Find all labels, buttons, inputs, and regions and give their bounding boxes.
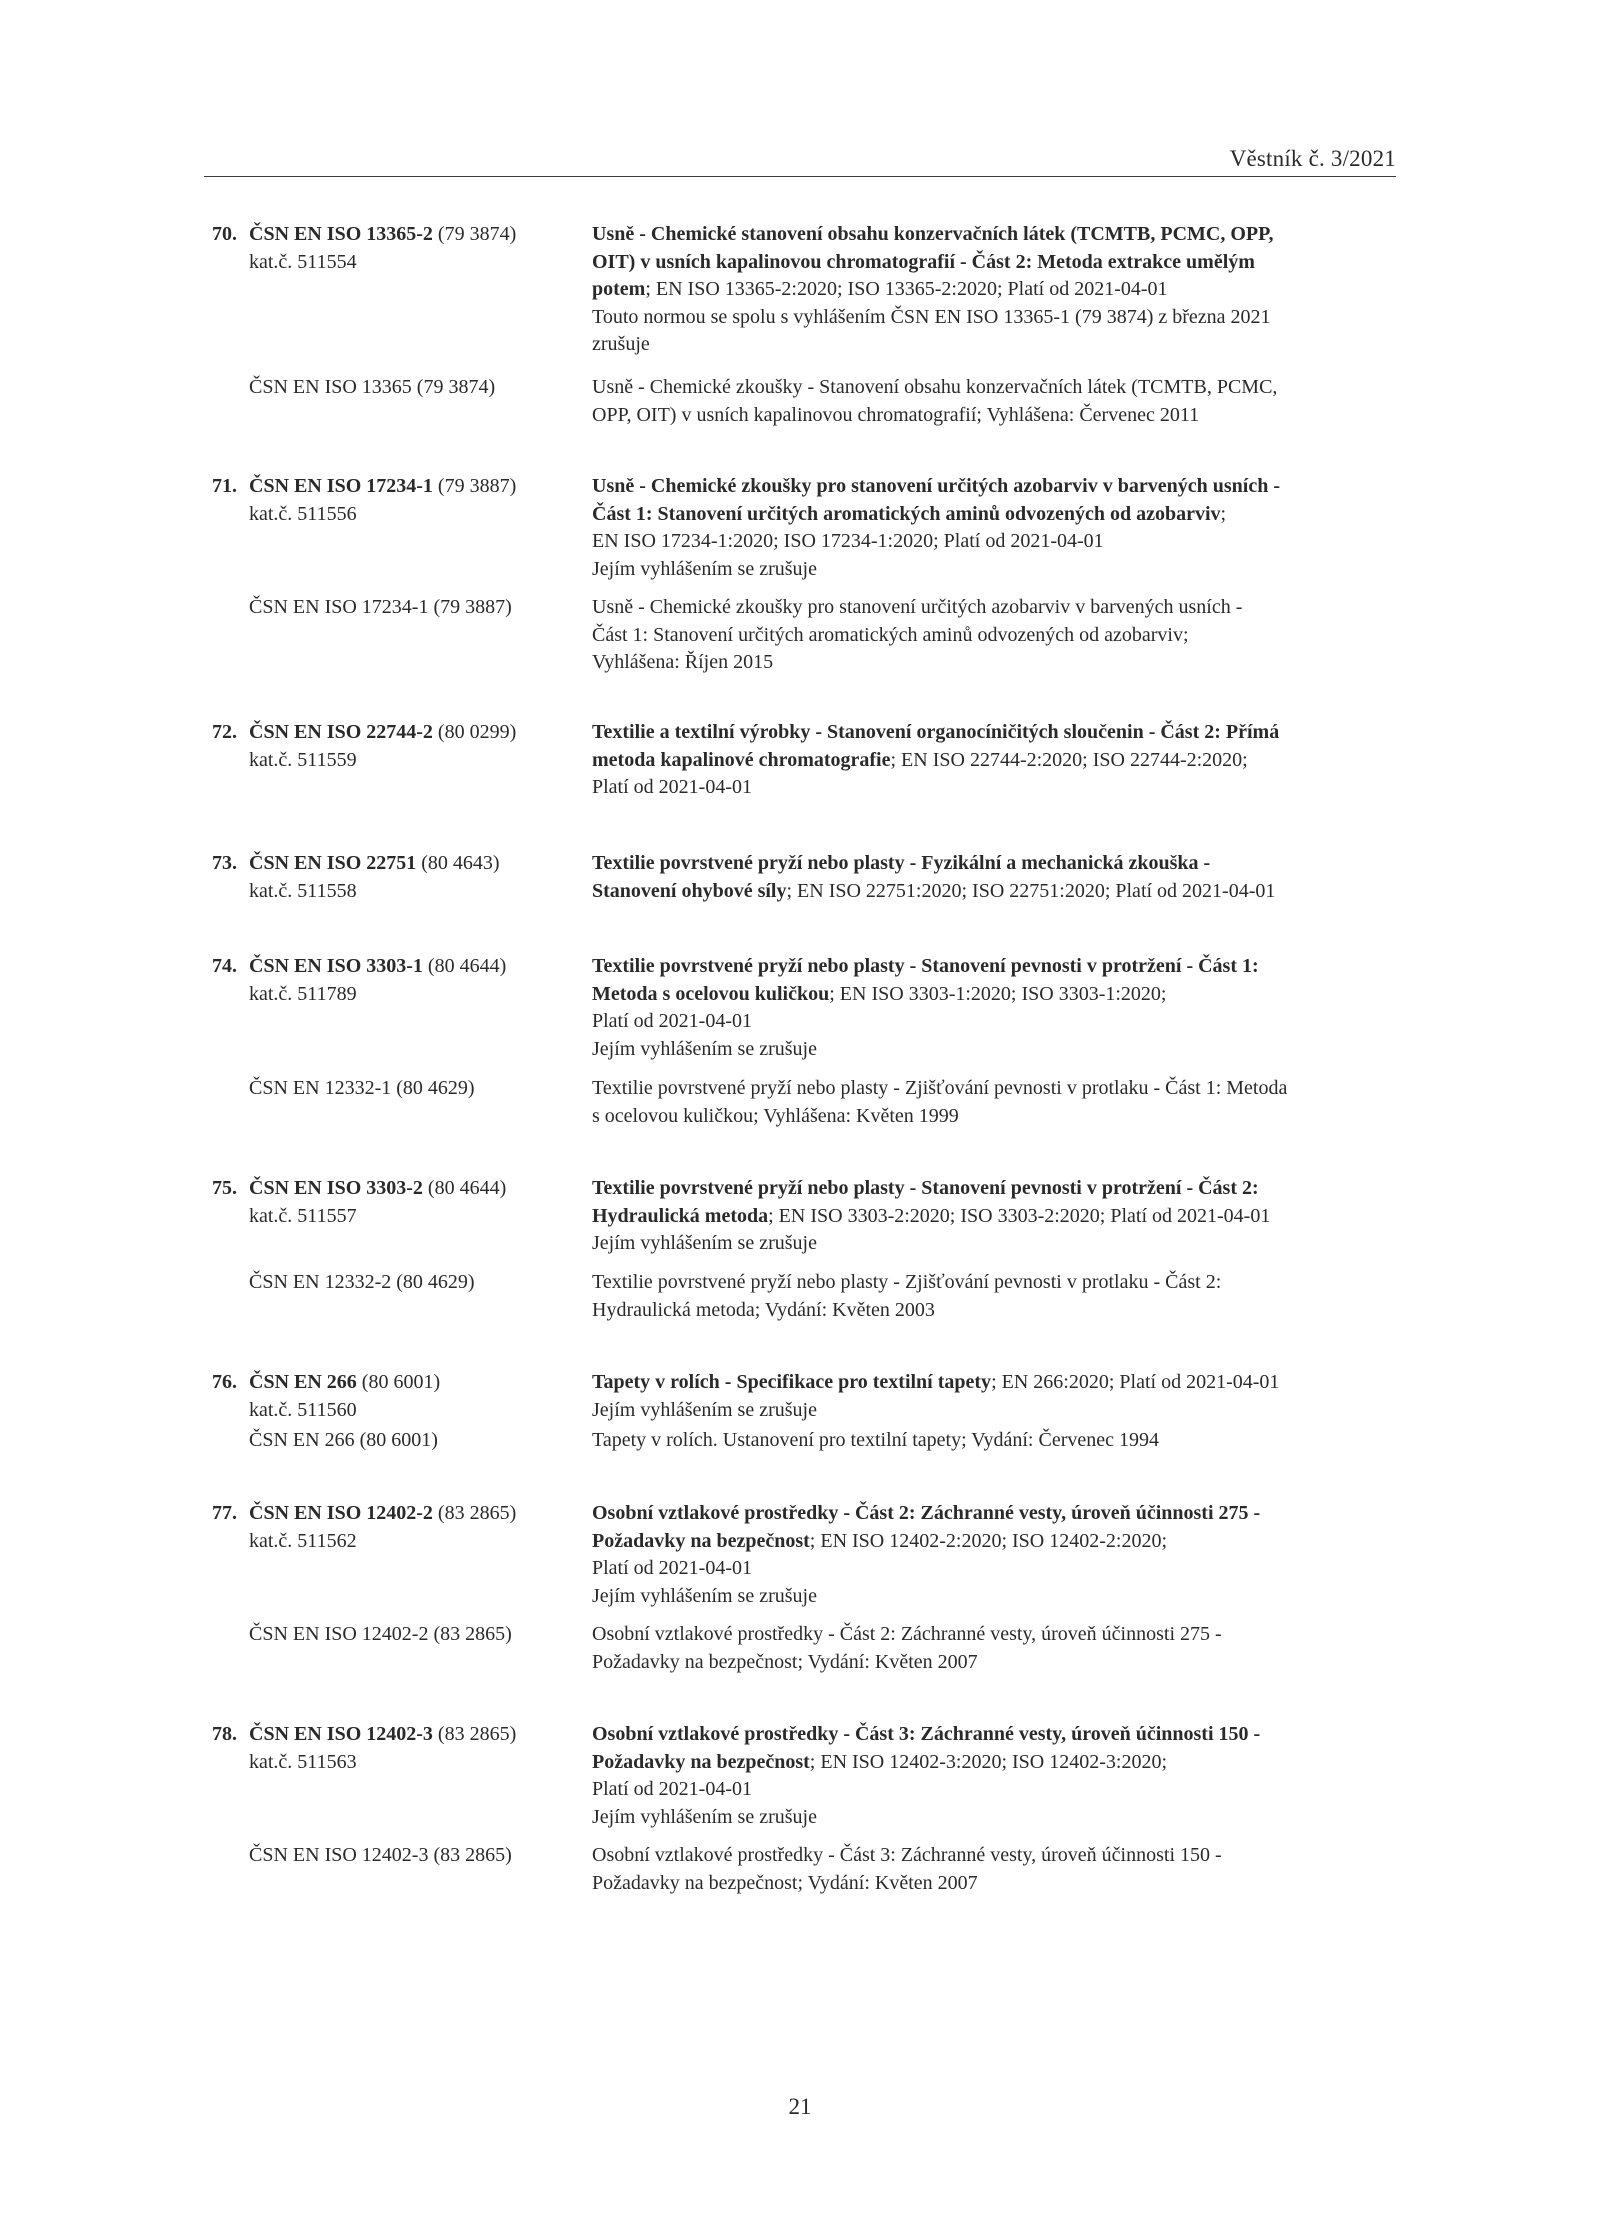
description-line (592, 1008, 1412, 1036)
bulletin-title: Věstník č. 3/2021 (1229, 146, 1396, 171)
description-line (592, 1749, 1412, 1777)
replaced-description-line: Požadavky na bezpečnost; Vydání: Květen 2007 (592, 1650, 978, 1673)
entry-number: 77. (212, 1502, 237, 1524)
standard-code-line (212, 850, 572, 878)
standard-details: Jejím vyhlášením se zrušuje (592, 1398, 817, 1421)
catalog-number: kat.č. 511562 (249, 1529, 357, 1552)
description-line (592, 747, 1412, 775)
standard-description (592, 719, 1412, 802)
standard-title: Hydraulická metoda (592, 1204, 769, 1227)
description-line (592, 304, 1412, 332)
standard-details: ; EN ISO 3303-2:2020; ISO 3303-2:2020; Platí od 2021-04-01 (768, 1204, 1271, 1227)
classification-number: (83 2865) (432, 1723, 517, 1745)
description-line (592, 1369, 1412, 1397)
standard-code: ČSN EN ISO 13365-2 (249, 223, 433, 245)
entry-number: 71. (212, 475, 237, 497)
standard-description (592, 953, 1412, 1063)
standard-details: ; EN ISO 22751:2020; ISO 22751:2020; Platí od 2021-04-01 (786, 879, 1276, 902)
standard-description (592, 473, 1412, 583)
standard-details: ; EN 266:2020; Platí od 2021-04-01 (991, 1371, 1280, 1393)
catalog-number: kat.č. 511556 (249, 502, 357, 525)
standard-details: ; EN ISO 13365-2:2020; ISO 13365-2:2020; Platí od 2021-04-01 (645, 278, 1168, 300)
replaced-code: ČSN EN 12332-1 (80 4629) (249, 1077, 475, 1099)
standard-code: ČSN EN ISO 22751 (249, 852, 417, 874)
replaced-description (592, 1427, 1412, 1455)
standard-description (592, 1500, 1412, 1610)
classification-number: (83 2865) (432, 1502, 517, 1524)
standard-identifier (212, 719, 572, 774)
standard-code-line (212, 1500, 572, 1528)
description-line (592, 1397, 1412, 1425)
standard-title: Osobní vztlakové prostředky - Část 2: Záchranné vesty, úroveň účinnosti 275 - (592, 1502, 1261, 1524)
replaced-code: ČSN EN ISO 17234-1 (79 3887) (249, 596, 512, 618)
standard-identifier (212, 1500, 572, 1555)
standard-title: Tapety v rolích - Specifikace pro textilní tapety (592, 1371, 992, 1393)
description-line (592, 1804, 1412, 1832)
classification-number: (80 0299) (432, 721, 517, 743)
replaced-description-line: Textilie povrstvené pryží nebo plasty - Zjišťování pevnosti v protlaku - Část 1: Metoda (592, 1077, 1288, 1099)
description-line (592, 719, 1412, 747)
standard-details: Jejím vyhlášením se zrušuje (592, 1037, 817, 1060)
standard-details: Platí od 2021-04-01 (592, 1557, 752, 1579)
description-line (592, 528, 1412, 556)
replaced-description-line: Část 1: Stanovení určitých aromatických aminů odvozených od azobarviv; (592, 623, 1189, 646)
replaced-description-line: Osobní vztlakové prostředky - Část 3: Záchranné vesty, úroveň účinnosti 150 - (592, 1844, 1222, 1866)
replaced-code: ČSN EN ISO 13365 (79 3874) (249, 376, 496, 398)
standard-description (592, 221, 1412, 359)
catalog-number: kat.č. 511557 (249, 1204, 357, 1227)
standard-details: ; (1220, 502, 1227, 525)
standard-code-line (212, 953, 572, 981)
replaced-description-line: Osobní vztlakové prostředky - Část 2: Záchranné vesty, úroveň účinnosti 275 - (592, 1623, 1222, 1645)
standard-details: ; EN ISO 12402-3:2020; ISO 12402-3:2020; (809, 1750, 1168, 1773)
standard-code: ČSN EN ISO 12402-2 (249, 1502, 433, 1524)
standard-code: ČSN EN ISO 12402-3 (249, 1723, 433, 1745)
replaced-description-line: Usně - Chemické zkoušky pro stanovení určitých azobarviv v barvených usních - (592, 596, 1243, 618)
standard-details: ; EN ISO 22744-2:2020; ISO 22744-2:2020; (890, 748, 1248, 771)
replaced-description (592, 1075, 1412, 1130)
standard-details: Jejím vyhlášením se zrušuje (592, 1232, 817, 1254)
replaced-identifier (212, 594, 572, 622)
standard-details: zrušuje (592, 333, 650, 355)
standard-code: ČSN EN ISO 22744-2 (249, 721, 433, 743)
description-line (592, 850, 1412, 878)
replaced-identifier (212, 1842, 572, 1870)
entry-number: 78. (212, 1723, 237, 1745)
standard-details: Touto normou se spolu s vyhlášením ČSN EN ISO 13365-1 (79 3874) z března 2021 (592, 305, 1271, 328)
entry-number: 73. (212, 852, 237, 874)
description-line (592, 953, 1412, 981)
standard-title: Požadavky na bezpečnost (592, 1529, 810, 1552)
replaced-description-line: Usně - Chemické zkoušky - Stanovení obsahu konzervačních látek (TCMTB, PCMC, (592, 376, 1278, 398)
description-line (592, 331, 1412, 359)
standard-details: Platí od 2021-04-01 (592, 1010, 752, 1032)
description-line (592, 981, 1412, 1009)
standard-code-line (212, 473, 572, 501)
replaced-description-line: Vyhlášena: Říjen 2015 (592, 651, 774, 673)
replaced-code: ČSN EN ISO 12402-2 (83 2865) (249, 1623, 512, 1645)
replaced-identifier (212, 1075, 572, 1103)
replaced-identifier (212, 374, 572, 402)
description-line (592, 556, 1412, 584)
classification-number: (79 3874) (432, 223, 517, 245)
standard-code: ČSN EN ISO 3303-1 (249, 955, 423, 977)
standard-details: ; EN ISO 12402-2:2020; ISO 12402-2:2020; (809, 1529, 1168, 1552)
replaced-description-line: Požadavky na bezpečnost; Vydání: Květen 2007 (592, 1871, 978, 1894)
standard-title: Textilie povrstvené pryží nebo plasty - Stanovení pevnosti v protržení - Část 2: (592, 1177, 1259, 1199)
catalog-number: kat.č. 511789 (249, 982, 357, 1005)
standard-code: ČSN EN 266 (249, 1371, 357, 1393)
standard-title: Stanovení ohybové síly (592, 879, 787, 902)
standard-identifier (212, 953, 572, 1008)
catalog-number: kat.č. 511559 (249, 748, 357, 771)
description-line (592, 473, 1412, 501)
catalog-number: kat.č. 511560 (249, 1398, 357, 1421)
standard-code-line (212, 1175, 572, 1203)
description-line (592, 1230, 1412, 1258)
description-line (592, 501, 1412, 529)
replaced-code: ČSN EN ISO 12402-3 (83 2865) (249, 1844, 512, 1866)
standard-details: Jejím vyhlášením se zrušuje (592, 1584, 817, 1607)
standard-identifier (212, 850, 572, 905)
standard-identifier (212, 221, 572, 276)
replaced-description-line: Hydraulická metoda; Vydání: Květen 2003 (592, 1298, 935, 1321)
description-line (592, 774, 1412, 802)
replaced-code: ČSN EN 12332-2 (80 4629) (249, 1271, 475, 1293)
standard-title: metoda kapalinové chromatografie (592, 748, 891, 771)
standard-description (592, 1721, 1412, 1831)
entry-number: 72. (212, 721, 237, 743)
replaced-identifier (212, 1427, 572, 1455)
catalog-number: kat.č. 511558 (249, 879, 357, 902)
description-line (592, 1203, 1412, 1231)
standard-title: Metoda s ocelovou kuličkou (592, 982, 830, 1005)
standard-code: ČSN EN ISO 17234-1 (249, 475, 433, 497)
standard-details: Platí od 2021-04-01 (592, 776, 752, 798)
replaced-description-line: Tapety v rolích. Ustanovení pro textilní tapety; Vydání: Červenec 1994 (592, 1429, 1159, 1451)
description-line (592, 1721, 1412, 1749)
standard-code-line (212, 1721, 572, 1749)
standard-description (592, 850, 1412, 905)
standard-identifier (212, 473, 572, 528)
catalog-number: kat.č. 511554 (249, 250, 357, 273)
standard-details: ; EN ISO 3303-1:2020; ISO 3303-1:2020; (829, 982, 1167, 1005)
entry-number: 74. (212, 955, 237, 977)
standard-code-line (212, 1369, 572, 1397)
replaced-description (592, 374, 1412, 429)
description-line (592, 878, 1412, 906)
header-divider (204, 176, 1396, 177)
standard-details: EN ISO 17234-1:2020; ISO 17234-1:2020; Platí od 2021-04-01 (592, 530, 1104, 552)
page-number: 21 (788, 2094, 812, 2119)
standard-details: Jejím vyhlášením se zrušuje (592, 557, 817, 580)
entry-number: 76. (212, 1371, 237, 1393)
replaced-description (592, 1269, 1412, 1324)
entry-number: 70. (212, 223, 237, 245)
replaced-identifier (212, 1621, 572, 1649)
standard-title: Požadavky na bezpečnost (592, 1750, 810, 1773)
standard-details: Platí od 2021-04-01 (592, 1778, 752, 1800)
standard-title: Část 1: Stanovení určitých aromatických aminů odvozených od azobarviv (592, 502, 1221, 525)
description-line (592, 276, 1412, 304)
standard-code-line (212, 719, 572, 747)
standard-title: Textilie povrstvené pryží nebo plasty - Fyzikální a mechanická zkouška - (592, 852, 1211, 874)
standard-title: Textilie a textilní výrobky - Stanovení organocíničitých sloučenin - Část 2: Přímá (592, 721, 1280, 743)
standard-description (592, 1175, 1412, 1258)
standard-identifier (212, 1369, 572, 1424)
description-line (592, 1500, 1412, 1528)
standard-title: potem (592, 278, 646, 300)
classification-number: (80 4643) (416, 852, 500, 874)
replaced-description-line: s ocelovou kuličkou; Vyhlášena: Květen 1999 (592, 1104, 959, 1127)
replaced-description-line: OPP, OIT) v usních kapalinovou chromatografií; Vyhlášena: Červenec 2011 (592, 403, 1200, 426)
catalog-number: kat.č. 511563 (249, 1750, 357, 1773)
entry-number: 75. (212, 1177, 237, 1199)
classification-number: (80 4644) (422, 1177, 507, 1199)
standard-code-line (212, 221, 572, 249)
classification-number: (79 3887) (432, 475, 517, 497)
standard-identifier (212, 1175, 572, 1230)
standard-code: ČSN EN ISO 3303-2 (249, 1177, 423, 1199)
description-line (592, 1555, 1412, 1583)
description-line (592, 249, 1412, 277)
classification-number: (80 6001) (356, 1371, 441, 1393)
description-line (592, 221, 1412, 249)
standard-title: Usně - Chemické zkoušky pro stanovení určitých azobarviv v barvených usních - (592, 475, 1280, 497)
replaced-description (592, 1621, 1412, 1676)
standard-identifier (212, 1721, 572, 1776)
standard-title: Osobní vztlakové prostředky - Část 3: Záchranné vesty, úroveň účinnosti 150 - (592, 1723, 1261, 1745)
standard-title: Textilie povrstvené pryží nebo plasty - Stanovení pevnosti v protržení - Část 1: (592, 955, 1259, 977)
description-line (592, 1528, 1412, 1556)
replaced-description (592, 594, 1412, 677)
replaced-description (592, 1842, 1412, 1897)
description-line (592, 1175, 1412, 1203)
standard-title: Usně - Chemické stanovení obsahu konzervačních látek (TCMTB, PCMC, OPP, (592, 223, 1274, 245)
replaced-description-line: Textilie povrstvené pryží nebo plasty - Zjišťování pevnosti v protlaku - Část 2: (592, 1271, 1222, 1293)
description-line (592, 1583, 1412, 1611)
replaced-code: ČSN EN 266 (80 6001) (249, 1429, 438, 1451)
standard-title: OIT) v usních kapalinovou chromatografií - Část 2: Metoda extrakce umělým (592, 250, 1255, 273)
standard-description (592, 1369, 1412, 1424)
replaced-identifier (212, 1269, 572, 1297)
description-line (592, 1036, 1412, 1064)
description-line (592, 1776, 1412, 1804)
standard-details: Jejím vyhlášením se zrušuje (592, 1805, 817, 1828)
classification-number: (80 4644) (422, 955, 507, 977)
